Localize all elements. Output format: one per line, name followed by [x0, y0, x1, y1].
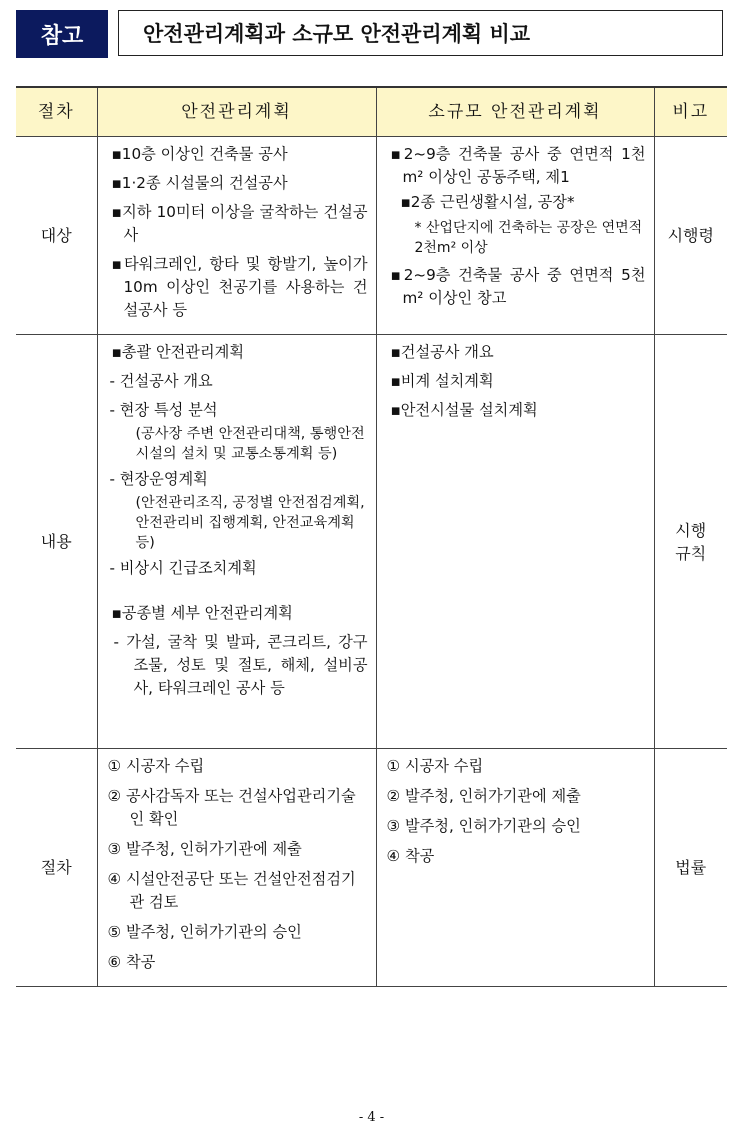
- step-item: ④ 시설안전공단 또는 건설안전점검기관 검토: [107, 870, 356, 911]
- list-item: - 가설, 굴착 및 발파, 콘크리트, 강구조물, 성토 및 절토, 해체, 설비공사, 타워크레인 공사 등: [113, 633, 368, 697]
- comparison-table: [16, 86, 727, 987]
- list-item: - 건설공사 개요: [109, 372, 213, 390]
- remark-cell: 시행령: [654, 137, 727, 335]
- table-header-row: [16, 87, 727, 137]
- table-row-target: [16, 137, 727, 335]
- step-item: ③ 발주청, 인허가기관에 제출: [107, 840, 302, 858]
- small-plan-cell: [376, 137, 654, 335]
- remark-cell: 시행 규칙: [654, 335, 727, 749]
- list-item-detail: (안전관리조직, 공정별 안전점검계획, 안전관리비 집행계획, 안전교육계획 등): [135, 495, 365, 551]
- col-header-safety-plan: 안전관리계획: [97, 87, 376, 137]
- step-item: ⑤ 발주청, 인허가기관의 승인: [107, 923, 302, 941]
- list-item: ▪2~9층 건축물 공사 중 연면적 1천m² 이상인 공동주택, 제1: [390, 145, 646, 186]
- list-item: ▪지하 10미터 이상을 굴착하는 건설공사: [111, 203, 368, 244]
- list-item: - 현장운영계획: [109, 470, 208, 488]
- small-plan-cell: [376, 749, 654, 987]
- safety-plan-cell: [97, 749, 376, 987]
- reference-header: [16, 10, 725, 58]
- col-header-remarks: 비고: [654, 87, 727, 137]
- list-item: ▪2종 근린생활시설, 공장*: [400, 193, 575, 211]
- reference-tag: 참고: [16, 10, 108, 58]
- col-header-procedure: 절차: [16, 87, 97, 137]
- list-item: ▪10층 이상인 건축물 공사: [111, 145, 288, 163]
- table-row-procedure: [16, 749, 727, 987]
- step-item: ② 공사감독자 또는 건설사업관리기술인 확인: [107, 787, 356, 828]
- list-item: ▪2~9층 건축물 공사 중 연면적 5천m² 이상인 창고: [390, 266, 646, 307]
- list-item-detail: (공사장 주변 안전관리대책, 통행안전시설의 설치 및 교통소통계획 등): [135, 426, 365, 462]
- list-item: - 비상시 긴급조치계획: [109, 559, 257, 577]
- list-item: ▪1·2종 시설물의 건설공사: [111, 174, 288, 192]
- page-title: 안전관리계획과 소규모 안전관리계획 비교: [118, 10, 723, 56]
- list-item: ▪건설공사 개요: [390, 343, 494, 361]
- list-item: ▪공종별 세부 안전관리계획: [111, 604, 293, 622]
- list-item: ▪비계 설치계획: [390, 372, 494, 390]
- list-item: - 현장 특성 분석: [109, 401, 218, 419]
- step-item: ① 시공자 수립: [107, 757, 205, 775]
- col-header-small-safety-plan: 소규모 안전관리계획: [376, 87, 654, 137]
- table-row-content: [16, 335, 727, 749]
- step-item: ④ 착공: [386, 847, 435, 865]
- step-item: ⑥ 착공: [107, 953, 156, 971]
- small-plan-cell: [376, 335, 654, 749]
- safety-plan-cell: [97, 137, 376, 335]
- safety-plan-cell: [97, 335, 376, 749]
- step-item: ① 시공자 수립: [386, 757, 484, 775]
- list-item: ▪총괄 안전관리계획: [111, 343, 244, 361]
- list-item: ▪타워크레인, 항타 및 항발기, 높이가 10m 이상인 천공기를 사용하는 건설공사 등: [111, 255, 368, 319]
- step-item: ② 발주청, 인허가기관에 제출: [386, 787, 581, 805]
- page-number: - 4 -: [358, 1110, 385, 1125]
- list-item: ▪안전시설물 설치계획: [390, 401, 538, 419]
- remark-cell: 법률: [654, 749, 727, 987]
- footnote: * 산업단지에 건축하는 공장은 연면적 2천m² 이상: [414, 220, 643, 256]
- row-label: 절차: [16, 749, 97, 987]
- step-item: ③ 발주청, 인허가기관의 승인: [386, 817, 581, 835]
- row-label: 대상: [16, 137, 97, 335]
- row-label: 내용: [16, 335, 97, 749]
